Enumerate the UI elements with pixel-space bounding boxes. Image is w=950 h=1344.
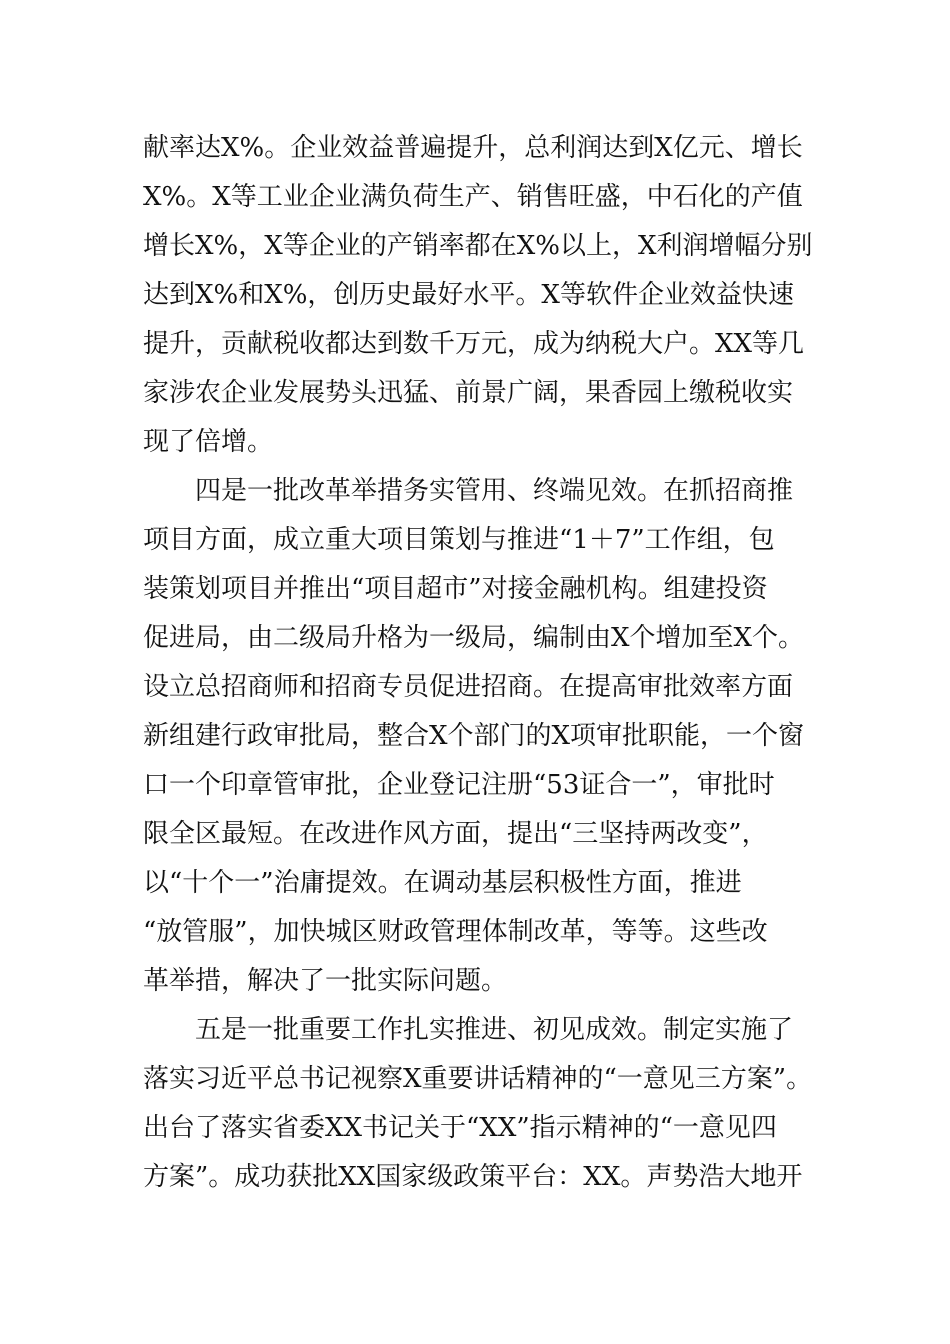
text-line: 限全区最短。在改进作风方面，提出“三坚持两改变”， xyxy=(143,819,768,849)
text-line: 革举措，解决了一批实际问题。 xyxy=(143,966,508,996)
text-line: 增长X%，X等企业的产销率都在X%以上，X利润增幅分别 xyxy=(143,231,813,261)
text-line: 新组建行政审批局，整合X个部门的X项审批职能，一个窗 xyxy=(143,721,805,751)
text-line: 出台了落实省委XX书记关于“XX”指示精神的“一意见四 xyxy=(143,1113,777,1143)
text-line: 达到X%和X%，创历史最好水平。X等软件企业效益快速 xyxy=(143,280,794,310)
text-line: 项目方面，成立重大项目策划与推进“1＋7”工作组，包 xyxy=(143,525,775,555)
text-line: 设立总招商师和招商专员促进招商。在提高审批效率方面 xyxy=(143,672,794,702)
text-line: 提升，贡献税收都达到数千万元，成为纳税大户。XX等几 xyxy=(143,329,805,359)
text-line: 落实习近平总书记视察X重要讲话精神的“一意见三方案”。 xyxy=(143,1064,813,1094)
text-line: 口一个印章管审批，企业登记注册“53证合一”，审批时 xyxy=(143,770,775,800)
text-line: 以“十个一”治庸提效。在调动基层积极性方面，推进 xyxy=(143,868,742,898)
paragraph-start-line: 五是一批重要工作扎实推进、初见成效。制定实施了 xyxy=(195,1015,794,1045)
text-line: 家涉农企业发展势头迅猛、前景广阔，果香园上缴税收实 xyxy=(143,378,794,408)
text-line: 装策划项目并推出“项目超市”对接金融机构。组建投资 xyxy=(143,574,768,604)
text-line: 献率达X%。企业效益普遍提升，总利润达到X亿元、增长 xyxy=(143,133,803,163)
paragraph-start-line: 四是一批改革举措务实管用、终端见效。在抓招商推 xyxy=(195,476,794,506)
text-line: 方案”。成功获批XX国家级政策平台：XX。声势浩大地开 xyxy=(143,1162,803,1192)
text-line: X%。X等工业企业满负荷生产、销售旺盛，中石化的产值 xyxy=(143,182,803,212)
text-line: 现了倍增。 xyxy=(143,427,274,457)
text-line: “放管服”，加快城区财政管理体制改革，等等。这些改 xyxy=(143,917,768,947)
text-line: 促进局，由二级局升格为一级局，编制由X个增加至X个。 xyxy=(143,623,805,653)
body-text xyxy=(143,124,813,1202)
